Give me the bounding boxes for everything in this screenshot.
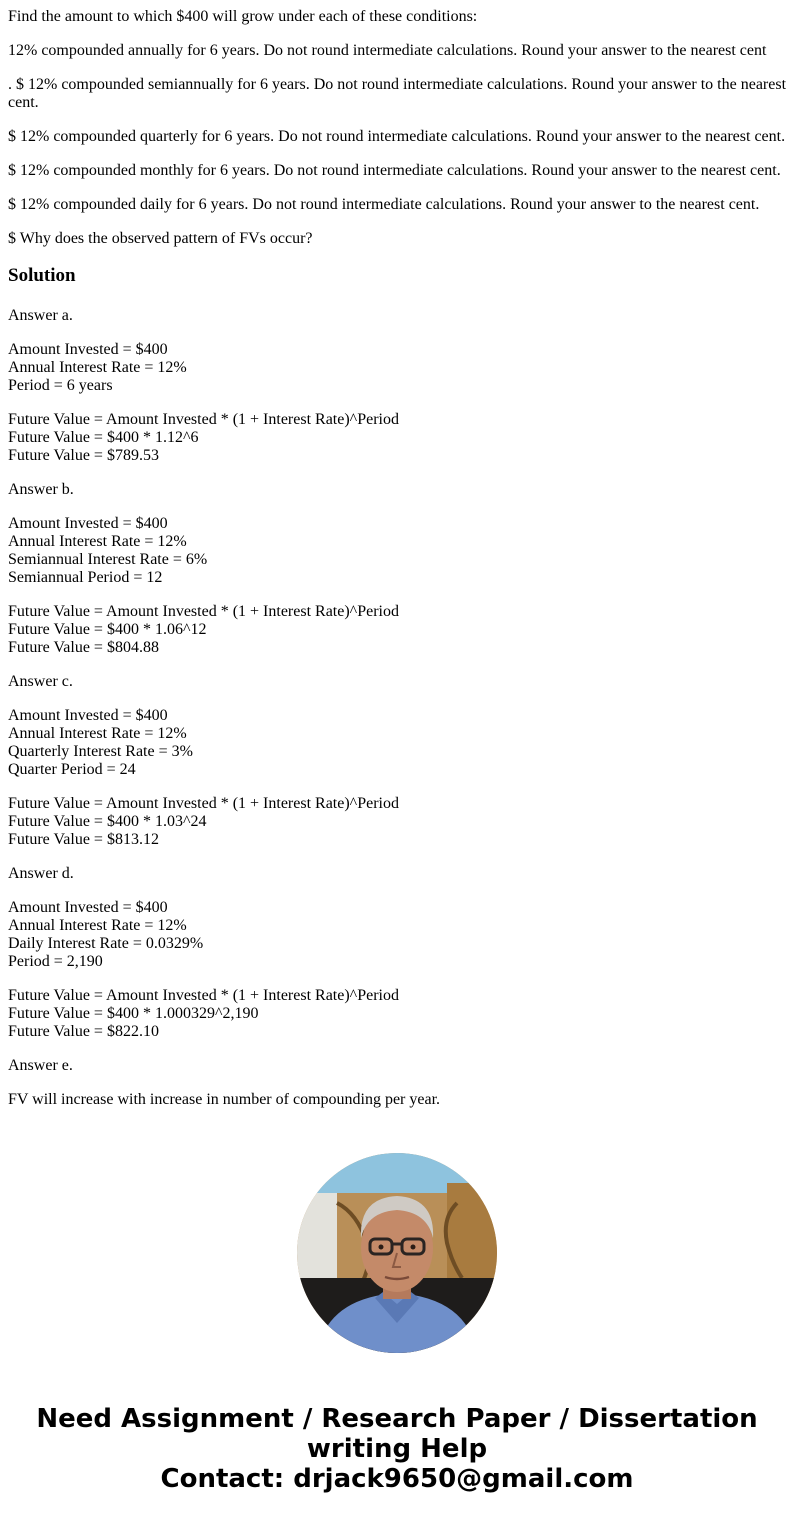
answer-b-given [8,515,786,587]
answer-b-given-line: Annual Interest Rate = 12% [8,533,187,550]
answer-e-label: Answer e. [8,1057,73,1074]
answer-c-calc-line: Future Value = Amount Invested * (1 + Interest Rate)^Period [8,795,399,812]
author-photo [297,1153,497,1353]
footer-line-2: writing Help [306,1434,488,1464]
answer-d-label: Answer d. [8,865,74,882]
answer-b-calc-line: Future Value = $400 * 1.06^12 [8,621,207,638]
answer-d-calc-line: Future Value = $400 * 1.000329^2,190 [8,1005,259,1022]
answer-a-given-line: Period = 6 years [8,377,113,394]
answer-d-given-line: Amount Invested = $400 [8,899,168,916]
answer-a-given [8,341,786,395]
answer-d-calc-line: Future Value = $822.10 [8,1023,159,1040]
answer-a-given-line: Amount Invested = $400 [8,341,168,358]
answer-c-given-line: Quarterly Interest Rate = 3% [8,743,193,760]
answer-e-text: FV will increase with increase in number of compounding per year. [8,1091,441,1108]
author-photo-illustration [297,1153,497,1353]
question-part-e: $ 12% compounded daily for 6 years. Do not round intermediate calculations. Round your answer to the nearest cent. [8,196,760,213]
answer-b-given-line: Semiannual Interest Rate = 6% [8,551,208,568]
answer-b-given-line: Amount Invested = $400 [8,515,168,532]
footer-line-1: Need Assignment / Research Paper / Dissertation [36,1404,758,1434]
answer-c-calc-line: Future Value = $400 * 1.03^24 [8,813,207,830]
answer-c-label: Answer c. [8,673,73,690]
question-intro: Find the amount to which $400 will grow under each of these conditions: [8,8,478,25]
answer-b-label: Answer b. [8,481,74,498]
question-part-d: $ 12% compounded monthly for 6 years. Do not round intermediate calculations. Round your answer to the nearest cent. [8,162,781,179]
answer-a-calc [8,411,786,465]
answer-a-label: Answer a. [8,307,73,324]
answer-c-calc [8,795,786,849]
answer-d-given-line: Annual Interest Rate = 12% [8,917,187,934]
answer-a-given-line: Annual Interest Rate = 12% [8,359,187,376]
question-part-c: $ 12% compounded quarterly for 6 years. Do not round intermediate calculations. Round your answer to the nearest cent. [8,128,786,145]
answer-a-calc-line: Future Value = $789.53 [8,447,159,464]
answer-a-calc-line: Future Value = $400 * 1.12^6 [8,429,199,446]
answer-c-given-line: Quarter Period = 24 [8,761,136,778]
answer-b-calc-line: Future Value = Amount Invested * (1 + Interest Rate)^Period [8,603,399,620]
question-part-f: $ Why does the observed pattern of FVs occur? [8,230,313,247]
answer-d-given-line: Period = 2,190 [8,953,103,970]
question-part-b: . $ 12% compounded semiannually for 6 years. Do not round intermediate calculations. Round your answer to the nearest cent. [8,76,787,111]
answer-d-calc [8,987,786,1041]
answer-b-given-line: Semiannual Period = 12 [8,569,163,586]
answer-c-given-line: Amount Invested = $400 [8,707,168,724]
solution-heading: Solution [8,265,76,286]
answer-c-calc-line: Future Value = $813.12 [8,831,159,848]
answer-b-calc [8,603,786,657]
answer-d-calc-line: Future Value = Amount Invested * (1 + Interest Rate)^Period [8,987,399,1004]
answer-d-given [8,899,786,971]
footer-promo [0,1404,794,1494]
answer-a-calc-line: Future Value = Amount Invested * (1 + Interest Rate)^Period [8,411,399,428]
answer-b-calc-line: Future Value = $804.88 [8,639,159,656]
footer-contact: Contact: drjack9650@gmail.com [160,1464,634,1494]
answer-d-given-line: Daily Interest Rate = 0.0329% [8,935,204,952]
answer-c-given-line: Annual Interest Rate = 12% [8,725,187,742]
answer-c-given [8,707,786,779]
question-part-a: 12% compounded annually for 6 years. Do not round intermediate calculations. Round your answer to the nearest cent [8,42,767,59]
